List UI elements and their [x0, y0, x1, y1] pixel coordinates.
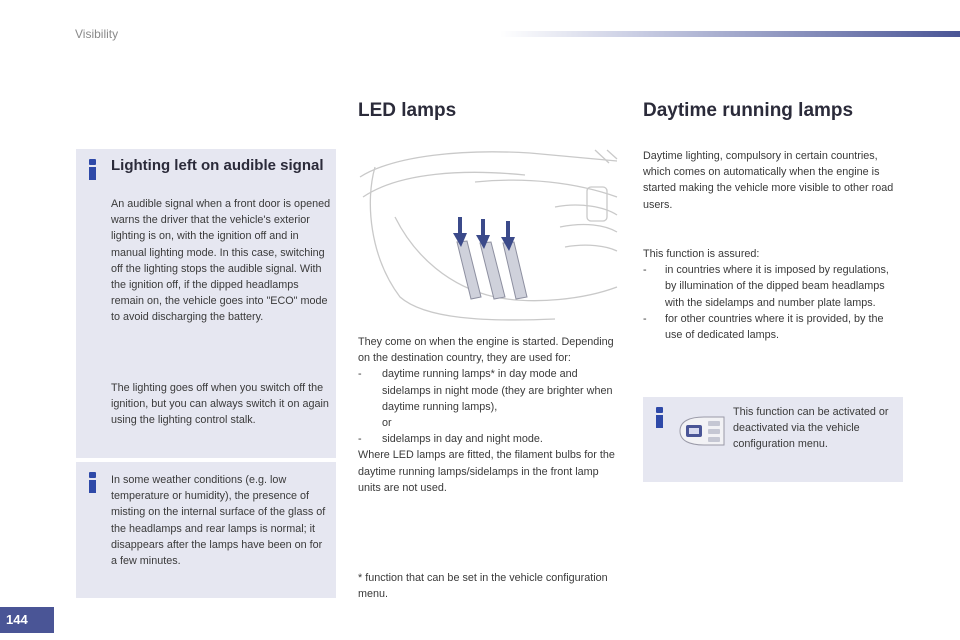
headlamp-edge — [475, 180, 617, 197]
daytime-running-lamps-heading: Daytime running lamps — [643, 100, 854, 121]
header-rule — [500, 31, 960, 37]
body-line — [363, 172, 525, 197]
weather-note: In some weather conditions (e.g. low temperature or humidity), the presence of misting on the internal surface of the glass of the headlamps and rear lamps is normal; it disappears after the lamps have been on for a few minutes. — [111, 474, 326, 568]
footnote — [358, 570, 620, 602]
drl-assured-list — [643, 246, 903, 343]
info-icon — [86, 472, 100, 494]
led-item-1: - daytime running lamps* in day mode and sidelamps in night mode (they are brighter when daytime running lamps), — [358, 368, 613, 413]
audible-signal-heading: Lighting left on audible signal — [111, 157, 324, 174]
info-icon — [653, 407, 667, 429]
footnote-text: function that can be set in the vehicle configuration menu. — [358, 572, 608, 601]
led-lamps-heading: LED lamps — [358, 100, 457, 121]
audible-signal-paragraph: An audible signal when a front door is opened warns the driver that the vehicle's exterior lighting is on, with the ignition off and in manual lighting mode. In this case, switching off the lighting stops the audible signal. With the ignition off, if the dipped headlamps remain on, the vehicle goes into "ECO" mode to avoid discharging the battery. — [111, 198, 331, 324]
page-number: 144 — [0, 607, 54, 633]
weather-info-panel — [76, 462, 336, 598]
grille-line — [555, 205, 617, 215]
led-closing: Where LED lamps are fitted, the filament bulbs for the daytime running lamps/sidelamps in the front lamp units are not used. — [358, 449, 615, 494]
lighting-off-paragraph: The lighting goes off when you switch off the ignition, but you can always switch it on again using the lighting control stalk. — [111, 382, 329, 427]
grille-line — [560, 225, 617, 232]
led-strip — [503, 242, 527, 299]
drl-item-1: - in countries where it is imposed by regulations, by illumination of the dipped beam headlamps with the sidelamps and number plate lamps. — [643, 264, 889, 309]
led-or: or — [382, 417, 392, 430]
audible-signal-panel — [76, 149, 336, 458]
led-strips — [457, 241, 527, 299]
drl-assured-intro: This function is assured: — [643, 248, 760, 260]
led-lamps-text — [358, 334, 620, 496]
drl-info-panel — [643, 397, 903, 482]
grille-line — [565, 245, 617, 251]
info-icon — [86, 159, 100, 181]
led-strip — [480, 242, 505, 299]
hood-line — [360, 152, 617, 177]
drl-intro: Daytime lighting, compulsory in certain countries, which comes on automatically when the engine is started making the vehicle more visible to other road users. — [643, 150, 894, 211]
footnote-star: * — [358, 572, 363, 584]
drl-item-2: - for other countries where it is provided, by the use of dedicated lamps. — [643, 312, 884, 342]
led-item-2: - sidelamps in day and night mode. — [358, 433, 543, 446]
led-strip — [457, 241, 481, 299]
configuration-device-icon — [676, 411, 728, 449]
drl-info-note: This function can be activated or deactivated via the vehicle configuration menu. — [733, 406, 889, 451]
led-intro: They come on when the engine is started. Depending on the destination country, they are used for: — [358, 336, 614, 365]
led-lamps-illustration — [355, 147, 619, 325]
section-title: Visibility — [75, 27, 119, 41]
